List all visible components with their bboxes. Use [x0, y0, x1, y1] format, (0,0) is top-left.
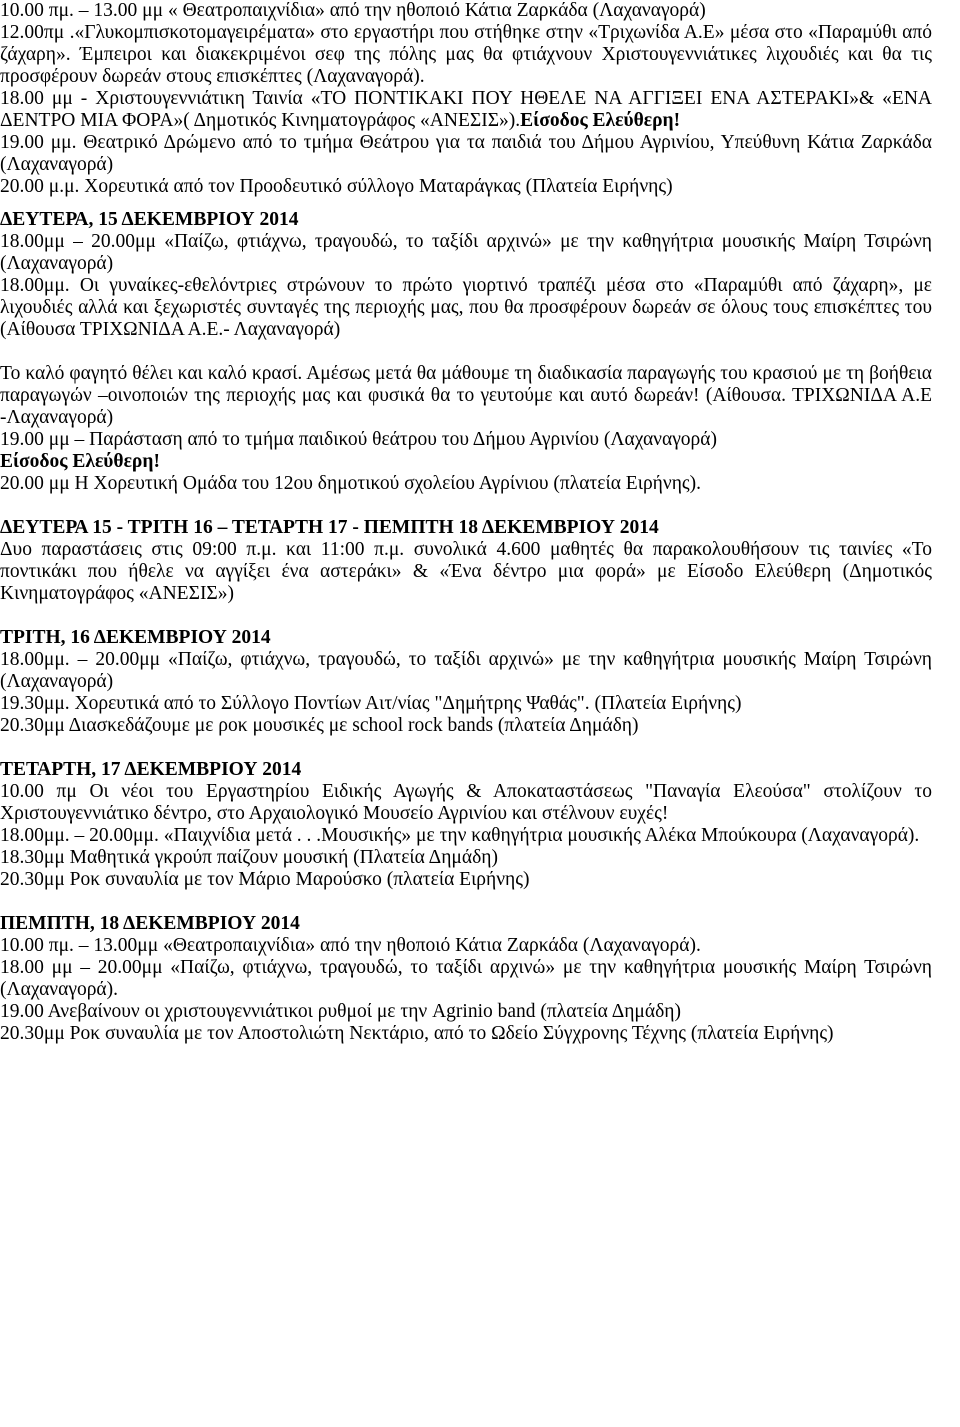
- event-christmas-film: [0, 88, 932, 132]
- section-multi-day: [0, 517, 932, 605]
- day-heading-monday: ΔΕΥΤΕΡΑ, 15 ΔΕΚΕΜΒΡΙΟΥ 2014: [0, 209, 299, 230]
- spacer: [0, 495, 932, 517]
- event-wine-tasting: Το καλό φαγητό θέλει και καλό κρασί. Αμέσως μετά θα μάθουμε τη διαδικασία παραγωγής του κρασιού με τη βοήθεια παραγωγών –οινοποιών της περιοχής μας και φυσικά θα το γευτούμε και αυτό δωρεάν! (Αίθουσα. ΤΡΙΧΩΝΙΔΑ Α.Ε -Λαχαναγορά): [0, 363, 932, 428]
- spacer: [0, 737, 932, 759]
- spacer: [0, 891, 932, 913]
- event-music-workshop: 18.00μμ. – 20.00μμ «Παίζω, φτιάχνω, τραγουδώ, το ταξίδι αρχινώ» με την καθηγήτρια μουσικής Μαίρη Τσιρώνη (Λαχαναγορά): [0, 649, 932, 692]
- event-agrinio-band: 19.00 Ανεβαίνουν οι χριστουγεννιάτικοι ρυθμοί με την Agrinio band (πλατεία Δημάδη): [0, 1001, 681, 1022]
- section-tuesday-16: [0, 627, 932, 737]
- day-heading-wednesday: ΤΕΤΑΡΤΗ, 17 ΔΕΚΕΜΒΡΙΟΥ 2014: [0, 759, 302, 780]
- event-theatre-games: 10.00 πμ. – 13.00μμ «Θεατροπαιχνίδια» από την ηθοποιό Κάτια Ζαρκάδα (Λαχαναγορά).: [0, 935, 701, 956]
- day-heading-thursday: ΠΕΜΠΤΗ, 18 ΔΕΚΕΜΒΡΙΟΥ 2014: [0, 913, 300, 934]
- section-wednesday-17: [0, 759, 932, 891]
- event-christmas-film-text: 18.00 μμ - Χριστουγεννιάτικη Ταινία «ΤΟ ΠΟΝΤΙΚΑΚΙ ΠΟΥ ΗΘΕΛΕ ΝΑ ΑΓΓΙΞΕΙ ΕΝΑ ΑΣΤΕΡΑΚΙ»& «ΕΝΑ ΔΕΝΤΡΟ ΜΙΑ ΦΟΡΑ»( Δημοτικός Κινηματογράφος «ΑΝΕΣΙΣ»).: [0, 88, 932, 131]
- event-festive-table: 18.00μμ. Οι γυναίκες-εθελόντριες στρώνουν το πρώτο γιορτινό τραπέζι μέσα στο «Παραμύθι από ζάχαρη», με λιχουδιές αλλά και ξεχωριστές συνταγές της περιοχής μας, που θα προσφέρουν δωρεάν σε όλους τους επισκέπτες του (Αίθουσα ΤΡΙΧΩΝΙΔΑ Α.Ε.- Λαχαναγορά): [0, 275, 932, 340]
- event-rock-concert: 20.30μμ Ροκ συναυλία με τον Μάριο Μαρούσκο (πλατεία Ειρήνης): [0, 869, 530, 890]
- event-theatrical-performance: 19.00 μμ. Θεατρικό Δρώμενο από το τμήμα Θεάτρου για τα παιδιά του Δήμου Αγρινίου, Υπεύθυνη Κάτια Ζαρκάδα (Λαχαναγορά): [0, 132, 932, 175]
- event-rock-concert: 20.30μμ Ροκ συναυλία με τον Αποστολιώτη Νεκτάριο, από το Ωδείο Σύγχρονης Τέχνης (πλατεία Ειρήνης): [0, 1023, 834, 1044]
- section-monday-15: [0, 209, 932, 495]
- day-heading-tuesday: ΤΡΙΤΗ, 16 ΔΕΚΕΜΒΡΙΟΥ 2014: [0, 627, 271, 648]
- free-entry-note: Είσοδος Ελεύθερη!: [0, 451, 160, 472]
- spacer: [0, 341, 932, 363]
- event-dances-mataragkas: 20.00 μ.μ. Χορευτικά από τον Προοδευτικό σύλλογο Ματαράγκας (Πλατεία Ειρήνης): [0, 176, 673, 197]
- event-music-workshop: 18.00 μμ – 20.00μμ «Παίζω, φτιάχνω, τραγουδώ, το ταξίδι αρχινώ» με την καθηγήτρια μουσικής Μαίρη Τσιρώνη (Λαχαναγορά).: [0, 957, 932, 1000]
- section-thursday-18: [0, 913, 932, 1045]
- event-tree-decoration: 10.00 πμ Οι νέοι του Εργαστηρίου Ειδικής Αγωγής & Αποκαταστάσεως "Παναγία Ελεούσα" στολίζουν το Χριστουγεννιάτικο δέντρο, στο Αρχαιολογικό Μουσείο Αγρινίου και στέλνουν ευχές!: [0, 781, 932, 824]
- free-entry-note: Είσοδος Ελεύθερη!: [520, 110, 681, 131]
- day-heading-multi: ΔΕΥΤΕΡΑ 15 - ΤΡΙΤΗ 16 – ΤΕΤΑΡΤΗ 17 - ΠΕΜΠΤΗ 18 ΔΕΚΕΜΒΡΙΟΥ 2014: [0, 517, 659, 538]
- event-cookie-workshop: 12.00πμ .«Γλυκομπισκοτομαγειρέματα» στο εργαστήρι που στήθηκε στην «Τριχωνίδα Α.Ε» μέσα στο «Παραμύθι από ζάχαρη». Έμπειροι και διακεκριμένοι σεφ της πόλης μας θα φτιάχνουν Χριστουγεννιάτικες λιχουδιές και θα τις προσφέρουν δωρεάν στους επισκέπτες (Λαχαναγορά).: [0, 22, 932, 87]
- spacer: [0, 605, 932, 627]
- event-theatre-games: 10.00 πμ. – 13.00 μμ « Θεατροπαιχνίδια» από την ηθοποιό Κάτια Ζαρκάδα (Λαχαναγορά): [0, 0, 706, 21]
- event-student-screenings: Δυο παραστάσεις στις 09:00 π.μ. και 11:00 π.μ. συνολικά 4.600 μαθητές θα παρακολουθήσουν τις ταινίες «Το ποντικάκι που ήθελε να αγγίξει ένα αστεράκι» & «Ένα δέντρο μια φορά» με Είσοδο Ελεύθερη (Δημοτικός Κινηματογράφος «ΑΝΕΣΙΣ»): [0, 539, 932, 604]
- event-student-bands: 18.30μμ Μαθητικά γκρούπ παίζουν μουσική (Πλατεία Δημάδη): [0, 847, 498, 868]
- event-music-workshop: 18.00μμ – 20.00μμ «Παίζω, φτιάχνω, τραγουδώ, το ταξίδι αρχινώ» με την καθηγήτρια μουσικής Μαίρη Τσιρώνη (Λαχαναγορά): [0, 231, 932, 274]
- event-music-games: 18.00μμ. – 20.00μμ. «Παιχνίδια μετά . . .Μουσικής» με την καθηγήτρια μουσικής Αλέκα Μπούκουρα (Λαχαναγορά).: [0, 825, 920, 846]
- event-children-theatre: 19.00 μμ – Παράσταση από το τμήμα παιδικού θεάτρου του Δήμου Αγρινίου (Λαχαναγορά): [0, 429, 717, 450]
- spacer: [0, 198, 932, 209]
- event-school-rock-bands: 20.30μμ Διασκεδάζουμε με ροκ μουσικές με school rock bands (πλατεία Δημάδη): [0, 715, 639, 736]
- event-school-dance-group: 20.00 μμ Η Χορευτική Ομάδα του 12ου δημοτικού σχολείου Αγρίνιου (πλατεία Ειρήνης).: [0, 473, 701, 494]
- section-opening-day: [0, 0, 932, 198]
- event-pontian-dances: 19.30μμ. Χορευτικά από το Σύλλογο Ποντίων Αιτ/νίας "Δημήτρης Ψαθάς". (Πλατεία Ειρήνης): [0, 693, 742, 714]
